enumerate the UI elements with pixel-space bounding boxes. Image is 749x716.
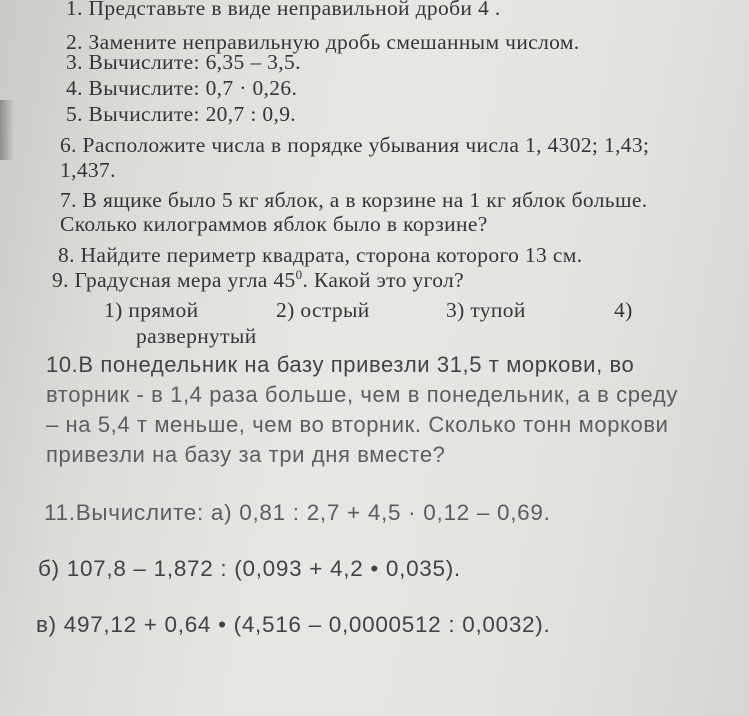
task-9-option-4-word: развернутый (136, 324, 257, 348)
task-9-text-after: . Какой это угол? (302, 268, 464, 292)
task-6-line-1: 6. Расположите числа в порядке убывания числа 1, 4302; 1,43; (60, 133, 650, 157)
task-11a: 11.Вычислите: а) 0,81 : 2,7 + 4,5 · 0,12 – 0,69. (44, 500, 551, 525)
task-9-text-before: 9. Градусная мера угла 45 (52, 268, 296, 292)
degree-mark: 0 (295, 266, 303, 282)
task-1: 1. Представьте в виде неправильной дроби 4 . (66, 0, 501, 20)
task-9-option-3: 3) тупой (446, 298, 526, 322)
task-7-line-2: Сколько килограммов яблок было в корзине? (60, 212, 488, 236)
page-edge-shadow (0, 100, 14, 160)
task-7-line-1: 7. В ящике было 5 кг яблок, а в корзине на 1 кг яблок больше. (60, 188, 648, 212)
task-10-line-1: 10.В понедельник на базу привезли 31,5 т моркови, во (46, 352, 635, 377)
task-10-line-4: привезли на базу за три дня вместе? (46, 442, 446, 467)
task-9-option-4: 4) (614, 298, 633, 322)
task-11c: в) 497,12 + 0,64 • (4,516 – 0,0000512 : 0,0032). (36, 612, 551, 637)
task-11b: б) 107,8 – 1,872 : (0,093 + 4,2 • 0,035). (38, 556, 461, 581)
task-10-line-3: – на 5,4 т меньше, чем во вторник. Сколько тонн моркови (46, 412, 669, 437)
task-9-option-1: 1) прямой (104, 298, 199, 322)
task-10-line-2: вторник - в 1,4 раза больше, чем в понедельник, а в среду (46, 382, 678, 407)
task-4: 4. Вычислите: 0,7 · 0,26. (66, 76, 298, 100)
task-2: 2. Замените неправильную дробь смешанным числом. (66, 30, 580, 54)
task-3: 3. Вычислите: 6,35 – 3,5. (66, 50, 301, 74)
task-9 (52, 268, 464, 293)
task-9-option-2: 2) острый (276, 298, 370, 322)
task-8: 8. Найдите периметр квадрата, сторона которого 13 см. (58, 243, 583, 267)
task-6-line-2: 1,437. (60, 158, 116, 182)
task-5: 5. Вычислите: 20,7 : 0,9. (66, 102, 297, 126)
